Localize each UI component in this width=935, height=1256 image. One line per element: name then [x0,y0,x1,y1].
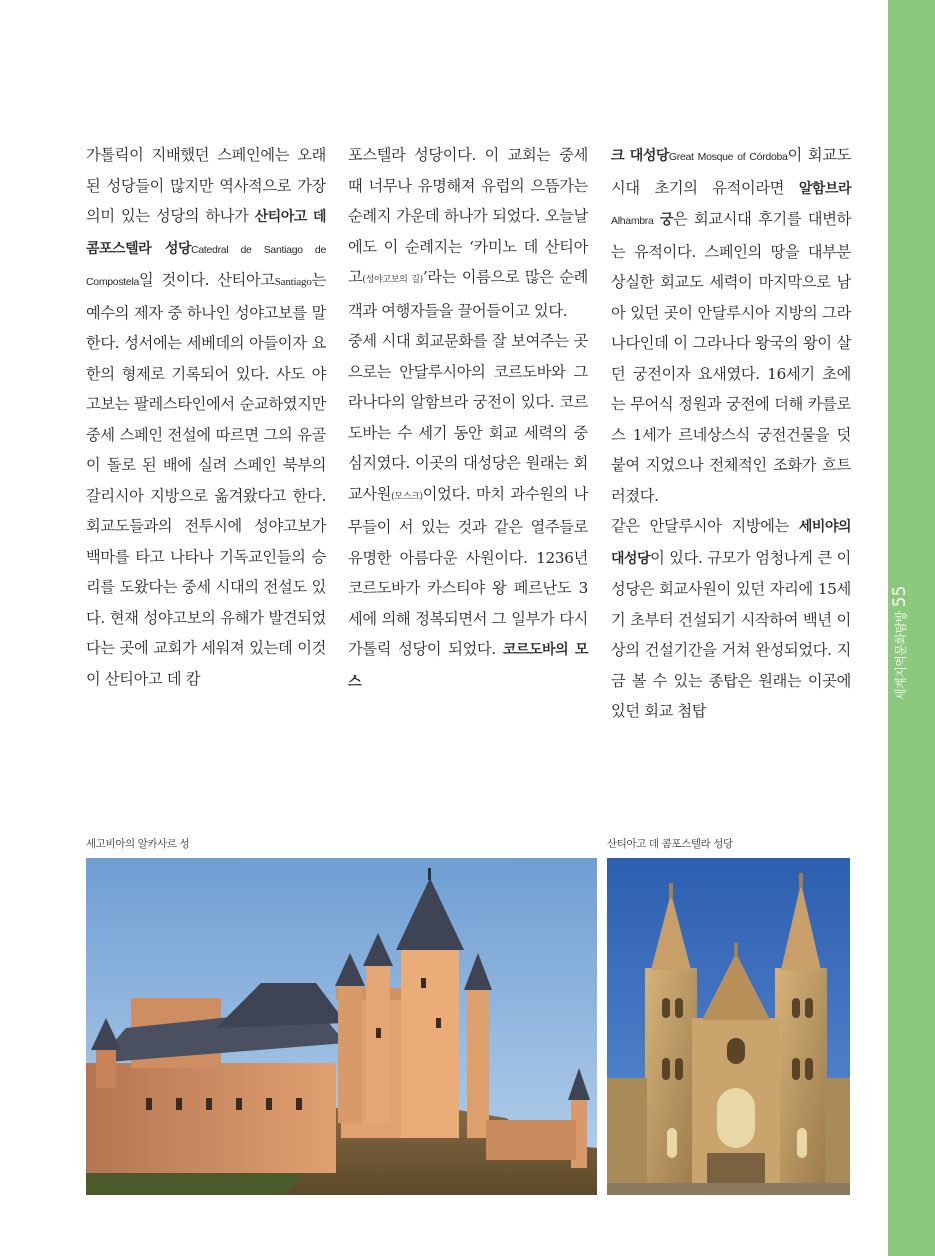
bold-term: 산티아고 데 콤포스텔라 성당 [86,209,326,257]
text-column-2 [348,140,588,697]
small-note: (모스크) [391,491,423,502]
body-text: 는 예수의 제자 중 하나인 성야고보를 말한다. 성서에는 세베데의 아들이자 요한의 형제로 기록되어 있다. 사도 야고보는 팔레스타인에서 순교하였지만 중세 스페인 전설에 따르면 그의 유골이 돌로 된 배에 실려 스페인 북부의 갈리시아 지방으로 옮겨왔다고 한다. 회교도들과의 전투시에 성야고보가 백마를 타고 나타나 기독교인들의 승리를 도왔다는 중세 시대의 전설도 있다. 현재 성야고보의 유해가 발견되었다는 곳에 교회가 세워져 있는데 이것이 산티아고 데 캄 [86,271,326,688]
text-column-3 [611,140,851,727]
body-text: 같은 안달루시아 지방에는 [611,517,799,535]
bold-term: 알함브라 [798,180,851,197]
page-number: 55 [890,585,910,608]
paragraph [348,140,588,326]
small-note: (성야고보의 길) [362,275,423,285]
cathedral-photo [607,858,850,1195]
side-tab-label [890,585,910,700]
body-text: 이 회교도 시대 초기의 유적이라면 [611,146,851,197]
bold-term: 코르도바의 모스 [348,642,588,690]
latin-term: Santiago [274,276,312,288]
paragraph [611,511,851,727]
paragraph [611,140,851,511]
body-text: 포스텔라 성당이다. 이 교회는 중세 때 너무나 유명해져 유럽의 으뜸가는 순례지 가운데 하나가 되었다. 오늘날에도 이 순례지는 ‘카미노 데 산티아고 [348,146,588,286]
section-title: 세계지역문화탐방 [894,611,908,700]
body-text: 중세 시대 회교문화를 잘 보여주는 곳으로는 안달루시아의 코르도바와 그라나다의 알함브라 궁전이 있다. 코르도바는 수 세기 동안 회교 세력의 중심지였다. 이곳의 대성당은 원래는 회교사원 [348,332,588,503]
latin-term: Catedral de Santiago de Compostela [86,243,326,288]
bold-term: 궁 [653,212,674,228]
photo-caption-alcazar: 세고비아의 알카사르 성 [86,838,190,850]
body-text: 일 것이다. 산티아고 [139,271,275,289]
body-text: 이었다. 마치 과수원의 나무들이 서 있는 것과 같은 열주들로 유명한 아름다운 사원이다. 1236년 코르도바가 카스티야 왕 페르난도 3세에 의해 정복되면서 그 일부가 다시 가톨릭 성당이 되었다. [348,484,588,658]
latin-term: Alhambra [611,215,654,227]
bold-term: 크 대성당 [611,148,669,164]
photo-caption-cathedral: 산티아고 데 콤포스텔라 성당 [607,838,733,850]
body-text: 은 회교시대 후기를 대변하는 유적이다. 스페인의 땅을 대부분 상실한 회교도 세력이 마지막으로 남아 있던 곳이 안달루시아 지방의 그라나다인데 이 그라나다 왕국의 왕이 살던 궁전이자 요새였다. 16세기 초에는 무어식 정원과 궁전에 더해 카를로스 1세가 르네상스식 궁전건물을 덧붙여 지었으나 전체적인 조화가 흐트러졌다. [611,210,851,505]
text-column-1 [86,140,326,694]
latin-term: Great Mosque of Córdoba [668,151,788,163]
alcazar-photo [86,858,597,1195]
paragraph [348,326,588,697]
paragraph [86,140,326,694]
bold-term: 세비야의 대성당 [611,519,851,567]
body-text: ’라는 이름으로 많은 순례객과 여행자들을 끌어들이고 있다. [348,268,588,320]
body-text: 가톨릭이 지배했던 스페인에는 오래된 성당들이 많지만 역사적으로 가장 의미 있는 성당의 하나가 [86,146,326,225]
body-text: 이 있다. 규모가 엄청나게 큰 이 성당은 회교사원이 있던 자리에 15세기 초부터 건설되기 시작하여 백년 이상의 건설기간을 거쳐 완성되었다. 지금 볼 수 있는 종탑은 원래는 이곳에 있던 회교 첨탑 [611,548,851,720]
